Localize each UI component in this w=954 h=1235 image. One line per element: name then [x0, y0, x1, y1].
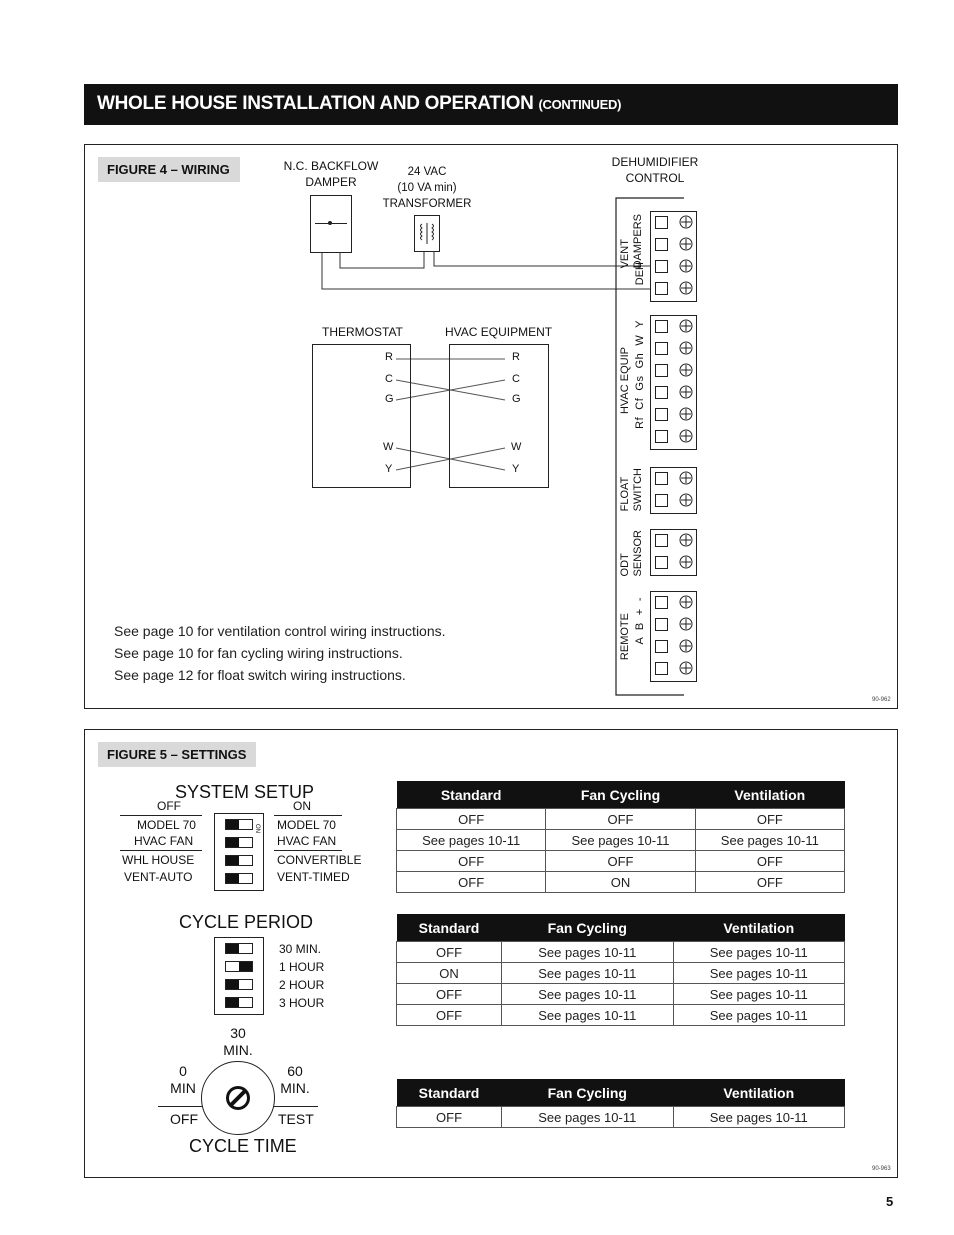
dip-switch-2[interactable] [225, 837, 253, 848]
hvac-terminal-r: R [512, 351, 520, 363]
terminal-slot [655, 472, 668, 485]
hvac-equipment-label: HVAC EQUIPMENT [445, 325, 553, 339]
thermostat-terminal-r: R [385, 351, 393, 363]
table-header-row [397, 1079, 845, 1107]
terminal-screw-icon [679, 259, 693, 273]
cycle-period-table [396, 914, 845, 1026]
table-cell: See pages 10-11 [673, 984, 844, 1005]
system-setup-dip-switch [214, 813, 264, 891]
cycle-period-option-3: 2 HOUR [279, 978, 325, 992]
system-setup-left-4: VENT-AUTO [124, 870, 193, 884]
terminal-screw-icon [679, 639, 693, 653]
terminal-slot [655, 430, 668, 443]
odt-sensor-label: ODT SENSOR [619, 530, 644, 577]
dehumidifier-label: DEHUMIDIFIER CONTROL [611, 155, 699, 185]
table-header: Fan Cycling [546, 781, 695, 809]
thermostat-terminal-y: Y [385, 463, 393, 475]
terminal-slot [655, 408, 668, 421]
terminal-screw-icon [679, 341, 693, 355]
thermostat-terminal-w: W [383, 441, 394, 453]
table-cell: See pages 10-11 [673, 1005, 844, 1026]
table-row [397, 872, 845, 893]
system-setup-left-1: MODEL 70 [137, 818, 196, 832]
cycle-period-dip-switch [214, 937, 264, 1015]
table-cell: See pages 10-11 [397, 830, 546, 851]
cycle-period-title: CYCLE PERIOD [179, 912, 314, 932]
terminal-screw-icon [679, 407, 693, 421]
terminal-screw-icon [679, 319, 693, 333]
terminal-screw-icon [679, 493, 693, 507]
terminal-screw-icon [679, 363, 693, 377]
remote-codes-label: A B + - [634, 597, 646, 645]
system-setup-table [396, 781, 845, 893]
cycle-time-top-label: 30 MIN. [223, 1025, 253, 1058]
table-row [397, 984, 845, 1005]
terminal-slot [655, 640, 668, 653]
table-header: Ventilation [695, 781, 844, 809]
table-cell: See pages 10-11 [546, 830, 695, 851]
figure-5-ref-code: 90-963 [872, 1166, 891, 1172]
terminal-screw-icon [679, 661, 693, 675]
table-cell: See pages 10-11 [673, 1107, 844, 1128]
table-row [397, 851, 845, 872]
cycle-period-option-1: 30 MIN. [279, 942, 322, 956]
remote-label: REMOTE [619, 613, 631, 661]
table-cell: See pages 10-11 [673, 942, 844, 963]
terminal-slot [655, 386, 668, 399]
thermostat-box [312, 344, 411, 488]
wiring-note-2: See page 10 for fan cycling wiring instructions. [114, 645, 403, 661]
dip-on-text: ON [254, 824, 260, 833]
terminal-screw-icon [679, 595, 693, 609]
system-setup-left-3: WHL HOUSE [122, 853, 195, 867]
terminal-screw-icon [679, 385, 693, 399]
system-setup-right-1: MODEL 70 [277, 818, 336, 832]
table-cell: ON [397, 963, 502, 984]
cycle-time-title: CYCLE TIME [189, 1136, 297, 1156]
table-cell: OFF [397, 851, 546, 872]
table-header: Standard [397, 914, 502, 942]
table-row [397, 830, 845, 851]
section-title: WHOLE HOUSE INSTALLATION AND OPERATION [97, 93, 534, 114]
table-cell: OFF [397, 984, 502, 1005]
terminal-slot [655, 260, 668, 273]
period-switch-2[interactable] [225, 961, 253, 972]
terminal-slot [655, 596, 668, 609]
table-header: Ventilation [673, 914, 844, 942]
hvac-terminal-w: W [511, 441, 522, 453]
hvac-terminal-y: Y [512, 463, 520, 475]
table-cell: OFF [397, 809, 546, 830]
table-row [397, 1005, 845, 1026]
table-cell: OFF [695, 851, 844, 872]
terminal-screw-icon [679, 429, 693, 443]
figure-4-ref-code: 90-962 [872, 697, 891, 703]
cycle-time-table [396, 1079, 845, 1128]
cycle-time-test-label: TEST [278, 1111, 314, 1127]
table-header: Fan Cycling [502, 914, 673, 942]
period-switch-4[interactable] [225, 997, 253, 1008]
table-cell: See pages 10-11 [695, 830, 844, 851]
table-row [397, 942, 845, 963]
damper-label: N.C. BACKFLOW DAMPER [283, 159, 379, 189]
terminal-slot [655, 342, 668, 355]
terminal-slot [655, 238, 668, 251]
table-cell: ON [546, 872, 695, 893]
figure-4-label: FIGURE 4 – WIRING [98, 157, 240, 182]
cycle-period-option-4: 3 HOUR [279, 996, 325, 1010]
system-setup-right-rule [274, 815, 342, 816]
vent-dampers-label: VENT DAMPERS [619, 214, 644, 269]
table-cell: OFF [695, 809, 844, 830]
dip-switch-3[interactable] [225, 855, 253, 866]
table-header: Ventilation [673, 1079, 844, 1107]
period-switch-1[interactable] [225, 943, 253, 954]
hvac-equipment-box [449, 344, 549, 488]
table-row [397, 809, 845, 830]
period-switch-3[interactable] [225, 979, 253, 990]
figure-5-label: FIGURE 5 – SETTINGS [98, 742, 256, 767]
table-header-row [397, 914, 845, 942]
system-setup-right-3: CONVERTIBLE [277, 853, 362, 867]
table-cell: OFF [695, 872, 844, 893]
thermostat-terminal-c: C [385, 373, 393, 385]
dial-knob-icon [202, 1062, 274, 1134]
table-cell: See pages 10-11 [502, 942, 673, 963]
table-cell: See pages 10-11 [502, 1005, 673, 1026]
transformer-label: 24 VAC (10 VA min) TRANSFORMER [382, 166, 472, 210]
terminal-slot [655, 282, 668, 295]
system-setup-left-rule-2 [120, 850, 202, 851]
table-header: Standard [397, 1079, 502, 1107]
table-header-row [397, 781, 845, 809]
float-switch-label: FLOAT SWITCH [619, 468, 644, 512]
dip-switch-1[interactable] [225, 819, 253, 830]
system-setup-right-rule-2 [274, 850, 342, 851]
system-setup-title: SYSTEM SETUP [175, 782, 315, 802]
thermostat-terminal-g: G [385, 393, 394, 405]
terminal-slot [655, 320, 668, 333]
table-header: Fan Cycling [502, 1079, 673, 1107]
cycle-time-right-label: 60 MIN. [280, 1063, 310, 1096]
terminal-screw-icon [679, 533, 693, 547]
wiring-note-1: See page 10 for ventilation control wiring instructions. [114, 623, 446, 639]
page-number: 5 [886, 1194, 894, 1209]
terminal-slot [655, 556, 668, 569]
terminal-screw-icon [679, 237, 693, 251]
hvac-terminal-g: G [512, 393, 521, 405]
hvac-equip-label: HVAC EQUIP [619, 347, 631, 415]
hvac-terminal-c: C [512, 373, 520, 385]
hvac-codes-label: Rf Cf Gs Gh W Y [634, 320, 646, 429]
table-cell: OFF [546, 851, 695, 872]
table-cell: See pages 10-11 [502, 963, 673, 984]
terminal-screw-icon [679, 281, 693, 295]
wiring-note-3: See page 12 for float switch wiring instructions. [114, 667, 406, 683]
table-cell: OFF [397, 1107, 502, 1128]
table-cell: OFF [397, 942, 502, 963]
system-setup-on-label: ON [293, 799, 311, 813]
terminal-screw-icon [679, 215, 693, 229]
cycle-time-dial[interactable] [201, 1061, 275, 1135]
table-cell: OFF [397, 872, 546, 893]
table-cell: See pages 10-11 [502, 1107, 673, 1128]
table-row [397, 963, 845, 984]
table-cell: OFF [397, 1005, 502, 1026]
system-setup-left-2: HVAC FAN [134, 834, 194, 848]
terminal-screw-icon [679, 555, 693, 569]
terminal-slot [655, 216, 668, 229]
terminal-screw-icon [679, 617, 693, 631]
table-cell: OFF [546, 809, 695, 830]
terminal-slot [655, 494, 668, 507]
section-subtitle: (CONTINUED) [538, 97, 622, 112]
cycle-period-option-2: 1 HOUR [279, 960, 325, 974]
table-header: Standard [397, 781, 546, 809]
cycle-time-left-label: 0 MIN [170, 1063, 196, 1096]
cycle-time-off-label: OFF [170, 1111, 198, 1127]
terminal-slot [655, 662, 668, 675]
terminal-slot [655, 534, 668, 547]
table-cell: See pages 10-11 [673, 963, 844, 984]
terminal-slot [655, 364, 668, 377]
terminal-slot [655, 618, 668, 631]
system-setup-off-label: OFF [157, 799, 181, 813]
system-setup-right-4: VENT-TIMED [277, 870, 350, 884]
system-setup-left-rule [120, 815, 202, 816]
thermostat-label: THERMOSTAT [322, 325, 403, 339]
terminal-screw-icon [679, 471, 693, 485]
table-row [397, 1107, 845, 1128]
dip-switch-4[interactable] [225, 873, 253, 884]
deh-label: DEH [634, 262, 646, 286]
system-setup-right-2: HVAC FAN [277, 834, 337, 848]
table-cell: See pages 10-11 [502, 984, 673, 1005]
